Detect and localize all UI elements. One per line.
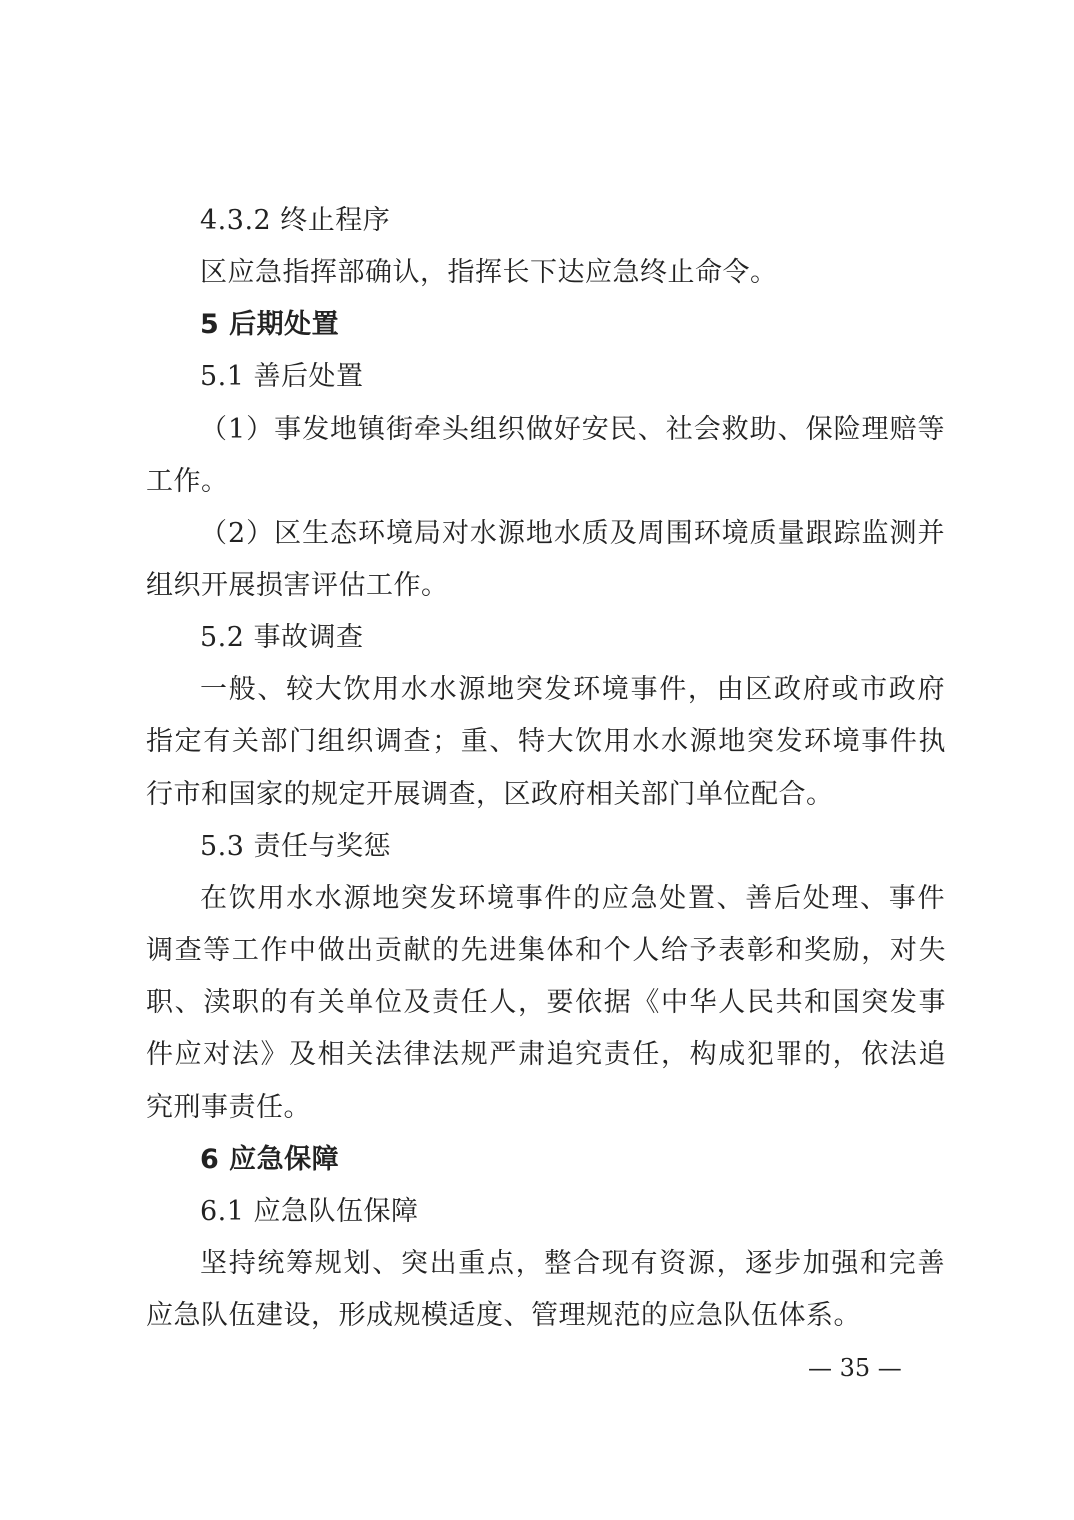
paragraph-line: 究刑事责任。 [146,1092,311,1123]
section-heading-5: 5 后期处置 [200,309,340,340]
section-heading-5-2: 5.2 事故调查 [200,622,364,653]
section-heading-5-1: 5.1 善后处置 [200,361,364,392]
paragraph-line: （1）事发地镇街牵头组织做好安民、社会救助、保险理赔等 [200,414,945,445]
section-heading-6: 6 应急保障 [200,1144,340,1175]
section-heading-5-3: 5.3 责任与奖惩 [200,831,392,862]
paragraph-line: 职、渎职的有关单位及责任人，要依据《中华人民共和国突发事 [146,987,946,1018]
paragraph-line: 件应对法》及相关法律法规严肃追究责任，构成犯罪的，依法追 [146,1039,946,1070]
paragraph-line: （2）区生态环境局对水源地水质及周围环境质量跟踪监测并 [200,518,945,549]
paragraph-line: 一般、较大饮用水水源地突发环境事件，由区政府或市政府 [200,674,945,705]
section-heading-4-3-2: 4.3.2 终止程序 [200,205,391,236]
page-number: — 35 — [808,1354,902,1382]
paragraph-line: 应急队伍建设，形成规模适度、管理规范的应急队伍体系。 [146,1300,861,1331]
paragraph-line: 行市和国家的规定开展调查，区政府相关部门单位配合。 [146,779,834,810]
paragraph-line: 坚持统筹规划、突出重点，整合现有资源，逐步加强和完善 [200,1248,945,1279]
paragraph-line: 组织开展损害评估工作。 [146,570,449,601]
paragraph-line: 指定有关部门组织调查；重、特大饮用水水源地突发环境事件执 [146,726,946,757]
paragraph-line: 工作。 [146,466,229,497]
paragraph-line: 区应急指挥部确认，指挥长下达应急终止命令。 [200,257,778,288]
paragraph-line: 调查等工作中做出贡献的先进集体和个人给予表彰和奖励，对失 [146,935,946,966]
section-heading-6-1: 6.1 应急队伍保障 [200,1196,419,1227]
paragraph-line: 在饮用水水源地突发环境事件的应急处置、善后处理、事件 [200,883,945,914]
